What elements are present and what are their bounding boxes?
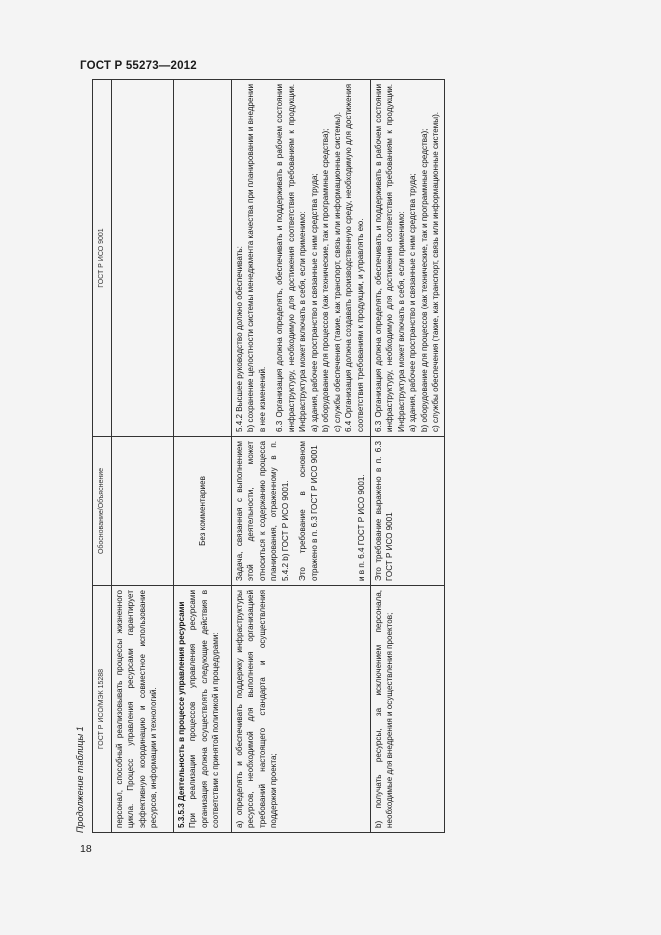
clause-text: 6.3 Организация должна определять, обеспечивать и поддерживать в рабочем состоянии инфраструктуру, необходимую для достижения соответствия требованиям к продукции. Инфраструктура может включать в себя, если применимо: [275,84,308,432]
justification-text: Задача, связанная с выполнением этой деятельности, может относиться к содержанию процесса планирования, отраженному в п. 5.4.2 b) ГОСТ Р ИСО 9001. [235,441,290,581]
clause-text: c) службы обеспечения (такие, как транспорт, связь или информационные системы). [431,111,441,432]
table-cell: персонал, способный реализовывать процессы жизненного цикла. Процесс управления ресурсами гарантирует эффективную координацию и совместное использование ресурсов, информации и технологий. [112,586,174,833]
table-cell [112,437,174,586]
justification-text: и в п. 6.4 ГОСТ Р ИСО 9001. [357,474,367,581]
table-cell: a) определять и обеспечивать поддержку инфраструктуры ресурсов, необходимой для выполнения организацией требований настоящего стандарта и осуществления поддержки проекта; [232,586,371,833]
no-comment-text: Без комментариев [197,476,207,546]
justification-text: Это требование в основном отражено в п. 6.3 ГОСТ Р ИСО 9001 [298,441,319,581]
column-header-iso15288: ГОСТ Р ИСО/МЭК 15288 [93,586,112,833]
clause-text: a) здания, рабочее пространство и связанные с ним средства труда; [408,173,418,432]
clause-text: b) оборудование для процессов (как технические, так и программные средства); [321,128,331,432]
clause-text: 6.3 Организация должна определять, обеспечивать и поддерживать в рабочем состоянии инфраструктуру, необходимую для достижения соответствия требованиям к продукции. Инфраструктура может включать в себя, если применимо: [373,84,406,432]
table-row [112,80,174,833]
table-cell [232,437,371,586]
table-row [174,80,232,833]
clause-text: 6.4 Организация должна создавать производственную среду, необходимую для достижения соответствия требованиям к продукции, и управлять ею. [344,84,365,432]
table-cell [370,80,444,437]
clause-text: 5.4.2 Высшее руководство должно обеспечивать: [235,246,244,432]
section-text: При реализации процессов управления ресурсами организация должна осуществлять следующие действия в соответствии с принятой политикой и процедурами: [188,590,221,828]
comparison-table [92,79,445,833]
clause-text: a) здания, рабочее пространство и связанные с ним средства труда; [309,173,319,432]
column-header-justification: Обоснование/Объяснение [93,437,112,586]
rotated-table-area [75,84,602,833]
table-cell: b) получать ресурсы, за исключением персонала, необходимые для внедрения и осуществления проектов; [370,586,444,833]
table-header-row [93,80,112,833]
section-heading: 5.3.5.3 Деятельность в процессе управления ресурсами [177,601,186,828]
table-cell [112,80,174,437]
table-cell [174,586,232,833]
clause-text: c) службы обеспечения (такие, как транспорт, связь или информационные системы). [332,111,342,432]
page-number: 18 [80,843,92,855]
document-title: ГОСТ Р 55273—2012 [80,60,197,72]
table-cell [174,437,232,586]
column-header-iso9001: ГОСТ Р ИСО 9001 [93,80,112,437]
table-row [370,80,444,833]
table-cell [174,80,232,437]
clause-text: b) оборудование для процессов (как технические, так и программные средства); [419,128,429,432]
clause-text: b) сохранение целостности системы менеджмента качества при планировании и внедрении в нее изменений. [246,84,267,432]
table-row [232,80,371,833]
table-cell [232,80,371,437]
table-cell: Это требование выражено в п. 6.3 ГОСТ Р ИСО 9001 [370,437,444,586]
table-caption: Продолжение таблицы 1 [75,726,85,833]
